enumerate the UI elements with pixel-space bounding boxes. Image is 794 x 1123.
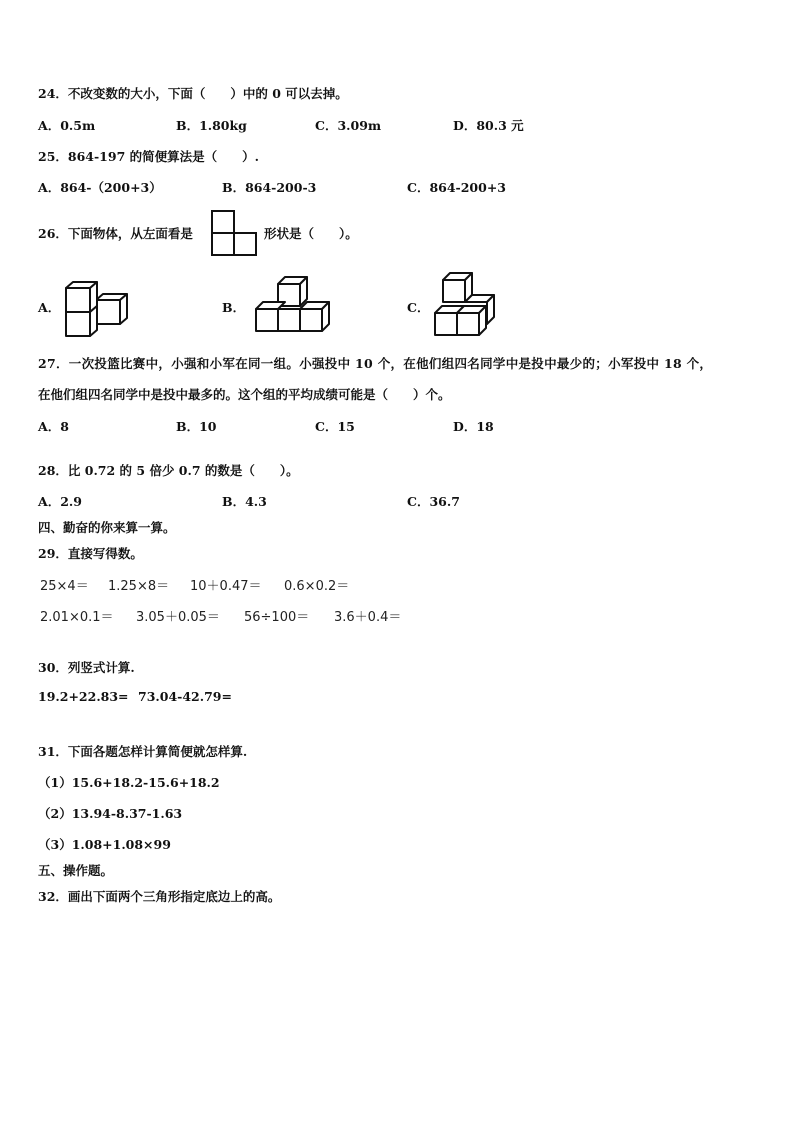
q28-stem: 28．比 0.72 的 5 倍少 0.7 的数是（ ）。 — [38, 463, 299, 478]
q24-option-b: B．1.80kg — [176, 118, 247, 133]
q27-option-a: A．8 — [38, 419, 69, 434]
q26-option-c-label: C． — [407, 300, 430, 315]
q31-stem: 31．下面各题怎样计算简便就怎样算. — [38, 744, 248, 759]
q31-item-3: （3）1.08+1.08×99 — [38, 837, 171, 852]
q25-option-c: C．864-200+3 — [407, 180, 506, 195]
q26-option-c-cubes — [433, 270, 499, 338]
q32-stem: 32．画出下面两个三角形指定底边上的高。 — [38, 889, 281, 904]
q25-stem: 25．864-197 的简便算法是（ ）. — [38, 149, 259, 164]
q24-stem: 24．不改变数的大小，下面（ ）中的 0 可以去掉。 — [38, 86, 348, 101]
q27-option-c: C．15 — [315, 419, 355, 434]
q24-option-a: A．0.5m — [38, 118, 96, 133]
q28-option-c: C．36.7 — [407, 494, 460, 509]
q29-expr-6: 3.05＋0.05＝ — [136, 610, 220, 625]
q27-option-b: B．10 — [176, 419, 217, 434]
q29-expr-4: 0.6×0.2＝ — [284, 579, 350, 594]
q29-expr-3: 10＋0.47＝ — [190, 579, 262, 594]
section-5-heading: 五、操作题。 — [38, 863, 114, 878]
q30-expr-1: 19.2+22.83= — [38, 689, 129, 704]
q26-option-a-label: A． — [38, 300, 61, 315]
q26-left-view-figure — [210, 209, 258, 257]
q30-stem: 30．列竖式计算. — [38, 660, 135, 675]
q26-stem-after: 形状是（ ）。 — [264, 226, 358, 241]
q27-stem-line2: 在他们组四名同学中是投中最多的。这个组的平均成绩可能是（ ）个。 — [38, 387, 451, 402]
q29-expr-8: 3.6＋0.4＝ — [334, 610, 402, 625]
q27-option-d: D．18 — [453, 419, 494, 434]
q26-option-b-cubes — [252, 274, 334, 334]
q31-item-1: （1）15.6+18.2-15.6+18.2 — [38, 775, 220, 790]
q27-stem-line1: 27．一次投篮比赛中，小强和小军在同一组。小强投中 10 个，在他们组四名同学中是投中最少的；小军投中 18 个， — [38, 356, 713, 371]
q29-expr-2: 1.25×8＝ — [108, 579, 170, 594]
q25-option-a: A．864-（200+3） — [38, 180, 162, 195]
q26-stem-before: 26．下面物体，从左面看是 — [38, 226, 193, 241]
q30-expr-2: 73.04-42.79= — [138, 689, 232, 704]
q28-option-b: B．4.3 — [222, 494, 267, 509]
q26-option-b-label: B． — [222, 300, 246, 315]
q29-expr-1: 25×4＝ — [40, 579, 89, 594]
q25-option-b: B．864-200-3 — [222, 180, 317, 195]
q24-option-c: C．3.09m — [315, 118, 382, 133]
q26-option-a-cubes — [64, 280, 132, 338]
q29-expr-7: 56÷100＝ — [244, 610, 310, 625]
q31-item-2: （2）13.94-8.37-1.63 — [38, 806, 183, 821]
q28-option-a: A．2.9 — [38, 494, 82, 509]
q29-stem: 29．直接写得数。 — [38, 546, 143, 561]
section-4-heading: 四、勤奋的你来算一算。 — [38, 520, 176, 535]
q29-expr-5: 2.01×0.1＝ — [40, 610, 114, 625]
q24-option-d: D．80.3 元 — [453, 118, 524, 133]
